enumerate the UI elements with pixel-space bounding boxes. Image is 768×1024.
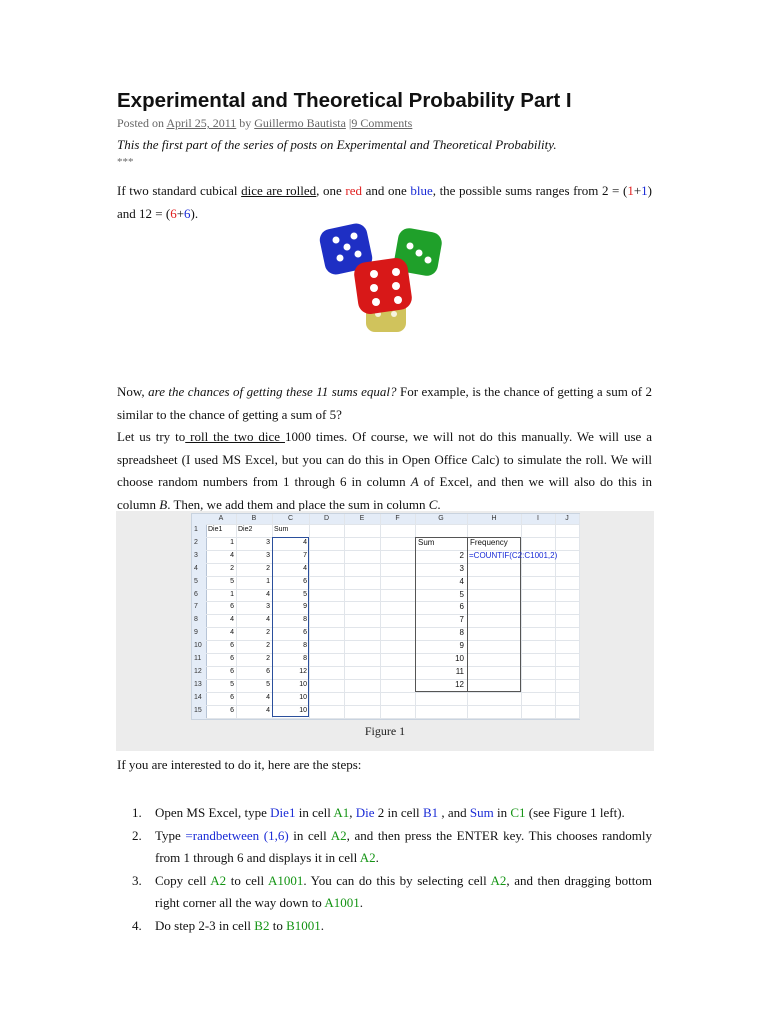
row-header: 7: [194, 603, 198, 611]
data-cell: 2: [266, 564, 270, 572]
row-header: 2: [194, 538, 198, 546]
row-header: 9: [194, 629, 198, 637]
data-cell: 6: [266, 667, 270, 675]
data-cell: 10: [299, 693, 307, 701]
data-cell: 4: [303, 538, 307, 546]
grid-line-v: [309, 514, 310, 719]
data-cell: 1: [266, 577, 270, 585]
row-header: 13: [194, 680, 202, 688]
data-cell: 4: [266, 616, 270, 624]
data-cell: 4: [266, 590, 270, 598]
posted-on-label: Posted on: [117, 116, 165, 130]
data-cell: 2: [230, 564, 234, 572]
column-header-b: B: [251, 515, 257, 522]
data-cell: 2: [266, 629, 270, 637]
by-label: by: [239, 116, 252, 130]
row-header: 11: [194, 655, 202, 662]
steps-list: [117, 802, 652, 937]
step-3: 3. Copy cell A2 to cell A1001. You can do this by selecting cell A2, and then dragging bottom right corner all the way down to A1001.: [132, 872, 652, 910]
spreadsheet-screenshot: [191, 513, 580, 720]
data-cell: 10: [299, 680, 307, 688]
grid-line-v: [344, 514, 345, 719]
column-header-i: I: [537, 515, 539, 522]
row-header: 10: [194, 642, 202, 650]
table-sum-value: 3: [459, 563, 464, 573]
figure-caption: Figure 1: [364, 724, 406, 738]
meta-separator: |: [348, 116, 352, 130]
formula-cell: =COUNTIF(C2:C1001,2): [469, 550, 558, 560]
data-cell: 3: [266, 551, 270, 559]
row-header: 4: [194, 564, 198, 572]
table-sum-value: 5: [459, 589, 464, 599]
row-header: 8: [194, 616, 198, 624]
row-header: 6: [194, 590, 198, 598]
row-header: 14: [194, 693, 202, 701]
table-divider: [467, 537, 468, 692]
comments-link[interactable]: 9 Comments: [351, 116, 413, 130]
grid-line-h: [206, 524, 579, 525]
column-header-d: D: [323, 515, 330, 522]
data-cell: 3: [266, 538, 270, 546]
table-sum-value: 12: [455, 679, 464, 689]
column-header-j: J: [565, 515, 569, 522]
data-cell: 3: [266, 603, 270, 611]
grid-line-v: [555, 514, 556, 719]
column-header-c: C: [287, 515, 294, 522]
grid-line-v: [579, 514, 580, 719]
column-header-h: H: [491, 515, 497, 522]
header-cell: Sum: [274, 526, 289, 533]
row-header: 3: [194, 551, 198, 559]
column-header-f: F: [395, 515, 400, 522]
data-cell: 4: [230, 616, 234, 624]
row-header: 12: [194, 667, 202, 675]
data-cell: 2: [266, 655, 270, 662]
section-separator: ***: [117, 156, 134, 168]
data-cell: 1: [230, 538, 234, 546]
data-cell: 5: [230, 577, 234, 585]
data-cell: 6: [230, 693, 234, 701]
data-cell: 2: [266, 642, 270, 650]
data-cell: 12: [299, 667, 307, 675]
paragraph-method: Let us try to roll the two dice 1000 times. Of course, we will not do this manually. We will use a spreadsheet (I used MS Excel, but you can do this in Open Office Calc) to simulate the roll. We will choose random numbers from 1 through 6 in column A of Excel, and then we will also do this in column B. Then, we add them and place the sum in column C.: [117, 429, 652, 512]
data-cell: 10: [299, 706, 307, 714]
row-header: 15: [194, 706, 202, 714]
paragraph-question: Now, are the chances of getting these 11 sums equal? For example, is the chance of getting a sum of 2 similar to the chance of getting a sum of 5?: [117, 384, 652, 422]
step-2: 2. Type =randbetween (1,6) in cell A2, and then press the ENTER key. This chooses randomly from 1 through 6 and displays it in cell A2.: [132, 827, 652, 865]
figure-1: [116, 511, 654, 751]
data-cell: 7: [303, 551, 307, 559]
table-sum-value: 4: [459, 576, 464, 586]
post-date-link[interactable]: April 25, 2011: [166, 116, 237, 130]
table-sum-value: 10: [455, 654, 464, 663]
data-cell: 4: [230, 629, 234, 637]
intro-text: This the first part of the series of posts on Experimental and Theoretical Probability.: [117, 137, 557, 152]
column-header-e: E: [359, 515, 365, 522]
column-header-g: G: [438, 515, 444, 522]
data-cell: 8: [303, 655, 307, 662]
post-meta: [117, 116, 412, 131]
page-title: Experimental and Theoretical Probability Part I: [117, 89, 572, 112]
table-sum-value: 9: [459, 641, 464, 651]
author-link[interactable]: Guillermo Bautista: [254, 116, 346, 130]
data-cell: 6: [230, 706, 234, 714]
dice-rolled-link[interactable]: dice are rolled: [241, 183, 317, 198]
data-cell: 9: [303, 603, 307, 611]
data-cell: 5: [230, 680, 234, 688]
data-cell: 6: [230, 642, 234, 650]
data-cell: 4: [266, 693, 270, 701]
data-cell: 1: [230, 590, 234, 598]
header-cell: Die2: [238, 526, 253, 533]
selection-border: [272, 537, 309, 718]
table-sum-value: 6: [459, 602, 464, 612]
data-cell: 6: [230, 603, 234, 611]
step-4: 4. Do step 2-3 in cell B2 to B1001.: [132, 917, 325, 933]
data-cell: 8: [303, 616, 307, 624]
step-1: 1. Open MS Excel, type Die1 in cell A1, Die 2 in cell B1 , and Sum in C1 (see Figure 1 left).: [132, 805, 625, 820]
column-header-a: A: [218, 515, 224, 522]
steps-intro: If you are interested to do it, here are the steps:: [117, 757, 362, 772]
sum-header: Sum: [418, 537, 435, 547]
grid-line-v: [380, 514, 381, 719]
table-sum-value: 11: [455, 666, 464, 676]
data-cell: 5: [303, 590, 307, 598]
frequency-header: Frequency: [470, 537, 508, 547]
table-sum-value: 2: [459, 550, 464, 560]
data-cell: 6: [303, 577, 307, 585]
data-cell: 6: [303, 629, 307, 637]
data-cell: 4: [266, 706, 270, 714]
grid-line-v: [521, 514, 522, 719]
red-die: [353, 256, 414, 315]
roll-two-dice-link[interactable]: roll the two dice: [185, 429, 285, 444]
row-header: 5: [194, 577, 198, 585]
grid-line-h: [206, 718, 579, 719]
row-header: 1: [194, 526, 198, 533]
data-cell: 6: [230, 655, 234, 662]
table-sum-value: 7: [459, 615, 464, 625]
data-cell: 8: [303, 642, 307, 650]
dice-image: [318, 218, 448, 338]
data-cell: 4: [230, 551, 234, 559]
header-cell: Die1: [208, 526, 223, 533]
data-cell: 4: [303, 564, 307, 572]
data-cell: 5: [266, 680, 270, 688]
paragraph-dice: If two standard cubical dice are rolled, one red and one blue, the possible sums ranges from 2 = (1+1) and 12 = (6+6).: [117, 183, 653, 221]
data-cell: 6: [230, 667, 234, 675]
table-sum-value: 8: [459, 628, 464, 638]
